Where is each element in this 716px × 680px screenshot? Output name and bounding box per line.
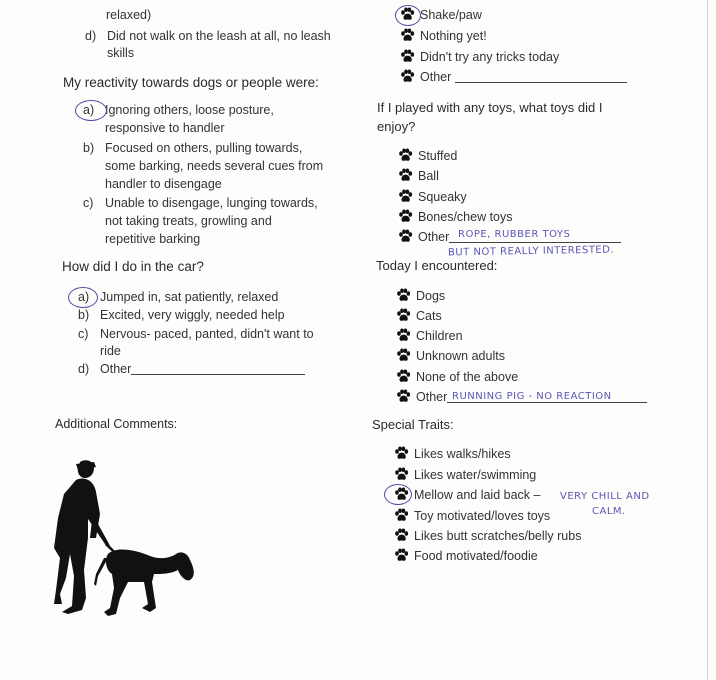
paw-icon: [394, 528, 409, 542]
car-option-a[interactable]: [78, 288, 278, 306]
handwritten-note: ROPE, RUBBER TOYS: [458, 229, 571, 240]
option-text-line: not taking treats, growling and: [105, 214, 272, 228]
option-text-line: some barking, needs several cues from: [105, 159, 324, 173]
encountered-question: Today I encountered:: [376, 258, 498, 273]
walk-option-c-continuation: relaxed): [106, 8, 152, 22]
toy-label: Other: [418, 230, 450, 244]
car-option-b[interactable]: [78, 306, 285, 324]
handwritten-note: BUT NOT REALLY INTERESTED.: [447, 244, 615, 259]
toy-label: Bones/chew toys: [418, 210, 513, 224]
trait-dash: –: [530, 488, 541, 502]
walk-option-d: [85, 27, 331, 45]
reactivity-option-b[interactable]: [83, 139, 302, 157]
option-text-line: responsive to handler: [105, 121, 225, 135]
trait-label: Likes water/swimming: [414, 468, 537, 482]
paw-icon: [394, 548, 409, 562]
encountered-label: Dogs: [416, 289, 446, 303]
option-text-line: handler to disengage: [105, 177, 222, 191]
trick-label: Shake/paw: [420, 8, 482, 22]
encountered-label: Other: [416, 390, 448, 404]
option-text-line: ride: [100, 344, 121, 358]
option-text: Excited, very wiggly, needed help: [100, 308, 285, 322]
trick-label: Nothing yet!: [420, 29, 487, 43]
traits-question: Special Traits:: [372, 417, 454, 432]
toy-item[interactable]: [398, 166, 439, 186]
handwritten-note: VERY CHILL AND: [560, 491, 650, 502]
additional-comments-label: Additional Comments:: [55, 417, 178, 431]
paw-icon: [398, 209, 413, 223]
option-key: b): [78, 308, 90, 322]
toys-question: If I played with any toys, what toys did I: [377, 100, 603, 115]
option-key: b): [83, 141, 95, 155]
handwritten-note: RUNNING PIG - NO REACTION: [452, 391, 612, 402]
reactivity-option-c[interactable]: [83, 194, 318, 212]
toy-item[interactable]: [398, 146, 457, 166]
handwritten-note: CALM.: [592, 506, 626, 517]
paw-icon: [400, 49, 415, 63]
encountered-label: Cats: [416, 309, 442, 323]
option-key: c): [78, 327, 89, 341]
encountered-item[interactable]: [396, 306, 442, 326]
option-text: Focused on others, pulling towards,: [105, 141, 303, 155]
option-text: Unable to disengage, lunging towards,: [105, 196, 318, 210]
reactivity-option-a[interactable]: [83, 101, 274, 119]
walk-option-d-text: Did not walk on the leash at all, no leash: [107, 29, 331, 43]
option-key: a): [83, 103, 95, 117]
selection-circle: [75, 100, 107, 121]
trait-label: Mellow and laid back: [414, 488, 531, 502]
car-option-c[interactable]: [78, 325, 314, 343]
person-walking-dog-silhouette: [50, 458, 200, 620]
option-text: Ignoring others, loose posture,: [105, 103, 274, 117]
toy-item[interactable]: [398, 187, 467, 207]
option-key: c): [83, 196, 94, 210]
paw-icon: [400, 28, 415, 42]
option-key: a): [78, 290, 90, 304]
option-text: Nervous- paced, panted, didn't want to: [100, 327, 314, 341]
fill-in-line: [447, 402, 647, 403]
option-text: Other: [100, 362, 132, 376]
reactivity-question: My reactivity towards dogs or people were:: [63, 75, 319, 90]
option-key: d): [78, 362, 90, 376]
car-question: How did I do in the car?: [62, 259, 204, 274]
option-text-line: repetitive barking: [105, 232, 201, 246]
paw-icon: [396, 389, 411, 403]
trait-item[interactable]: [394, 506, 550, 526]
selection-circle: [68, 287, 98, 308]
paw-icon: [396, 288, 411, 302]
paw-icon: [394, 446, 409, 460]
paw-icon: [394, 467, 409, 481]
paw-icon: [394, 508, 409, 522]
encountered-label: Unknown adults: [416, 349, 505, 363]
option-text: Jumped in, sat patiently, relaxed: [100, 290, 279, 304]
paw-icon: [398, 189, 413, 203]
trait-label: Likes butt scratches/belly rubs: [414, 529, 582, 543]
paw-icon: [398, 229, 413, 243]
trait-label: Toy motivated/loves toys: [414, 509, 551, 523]
toy-item[interactable]: [398, 207, 513, 227]
trait-item[interactable]: [394, 444, 511, 464]
trait-item[interactable]: [394, 465, 536, 485]
trait-item[interactable]: [394, 546, 538, 566]
car-option-d[interactable]: [78, 360, 305, 378]
encountered-label: None of the above: [416, 370, 519, 384]
walk-option-d-key: d): [85, 29, 97, 43]
trait-label: Likes walks/hikes: [414, 447, 511, 461]
paw-icon: [396, 328, 411, 342]
fill-in-line: [449, 242, 621, 243]
cut-off-text: [55, 0, 95, 4]
trait-item[interactable]: [394, 526, 581, 546]
toys-question-line-2: enjoy?: [377, 119, 416, 134]
trick-label: Didn't try any tricks today: [420, 50, 560, 64]
encountered-label: Children: [416, 329, 463, 343]
trick-item[interactable]: [400, 67, 627, 87]
paw-icon: [398, 148, 413, 162]
paw-icon: [398, 168, 413, 182]
trait-label: Food motivated/foodie: [414, 549, 538, 563]
encountered-item[interactable]: [396, 367, 518, 387]
fill-in-line: [131, 374, 305, 375]
toy-label: Stuffed: [418, 149, 458, 163]
paw-icon: [396, 308, 411, 322]
paw-icon: [400, 69, 415, 83]
trick-label: Other: [420, 70, 452, 84]
page-edge: [707, 0, 708, 680]
encountered-item[interactable]: [396, 326, 463, 346]
trick-item[interactable]: [400, 47, 559, 67]
trait-item[interactable]: [394, 485, 540, 505]
selection-circle: [395, 5, 421, 26]
encountered-item[interactable]: [396, 346, 505, 366]
toy-label: Squeaky: [418, 190, 467, 204]
paw-icon: [396, 348, 411, 362]
trick-item[interactable]: [400, 26, 487, 46]
selection-circle: [384, 484, 412, 505]
fill-in-line: [455, 82, 627, 83]
encountered-item[interactable]: [396, 286, 445, 306]
walk-option-d-text-2: skills: [107, 46, 135, 60]
paw-icon: [396, 369, 411, 383]
toy-label: Ball: [418, 169, 439, 183]
